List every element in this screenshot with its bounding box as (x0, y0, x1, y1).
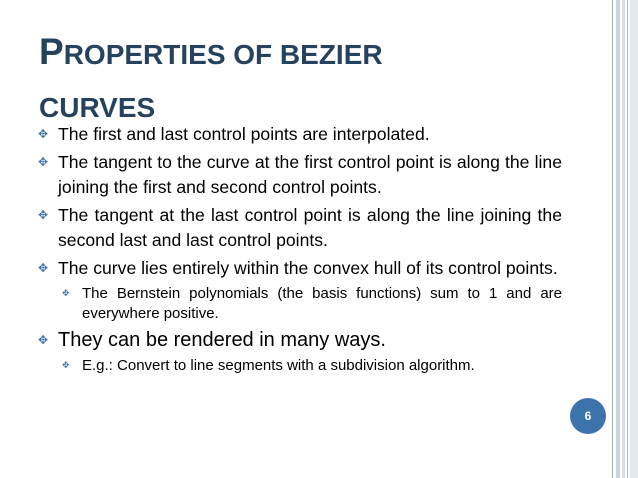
bullet-icon: ✥ (38, 127, 49, 141)
bullet-item (38, 203, 562, 254)
title-line-1 (39, 20, 599, 84)
slide-title (39, 20, 599, 132)
bullet-icon: ✥ (38, 207, 49, 222)
border-stripe (616, 0, 620, 478)
bullet-text: They can be rendered in many ways. (58, 329, 386, 351)
title-initial: P (39, 31, 64, 72)
sub-bullet-text: The Bernstein polynomials (the basis functions) sum to 1 and are everywhere positive. (82, 285, 562, 322)
bullet-text: The curve lies entirely within the convex hull of its control points. (58, 257, 558, 278)
sub-bullet-item (38, 284, 562, 324)
sub-bullet-item (38, 356, 562, 376)
border-stripe (630, 0, 638, 478)
bullet-item (38, 122, 562, 148)
page-number-badge: 6 (570, 398, 606, 434)
title-line-2: CURVES (39, 91, 156, 123)
bullet-item (38, 256, 562, 282)
bullet-icon: ✥ (38, 333, 49, 347)
bullet-text: The tangent to the curve at the first control point is along the line joining the first and second control points. (58, 151, 562, 197)
border-stripe (622, 0, 625, 478)
bullet-icon: ✥ (38, 260, 49, 275)
border-stripe (627, 0, 628, 478)
bullet-text: The tangent at the last control point is along the line joining the second last and last control points. (58, 204, 562, 250)
bullet-item (38, 150, 562, 201)
bullet-icon: ✥ (38, 154, 49, 169)
title-line-1-text: ROPERTIES OF BEZIER (63, 39, 383, 70)
bullet-list (38, 122, 562, 376)
sub-bullet-icon: ✥ (62, 289, 70, 299)
bullet-item (38, 327, 562, 354)
sub-bullet-text: E.g.: Convert to line segments with a subdivision algorithm. (82, 357, 475, 374)
border-stripe (612, 0, 613, 478)
sub-bullet-icon: ✥ (62, 361, 70, 371)
bullet-text: The first and last control points are interpolated. (58, 124, 430, 144)
